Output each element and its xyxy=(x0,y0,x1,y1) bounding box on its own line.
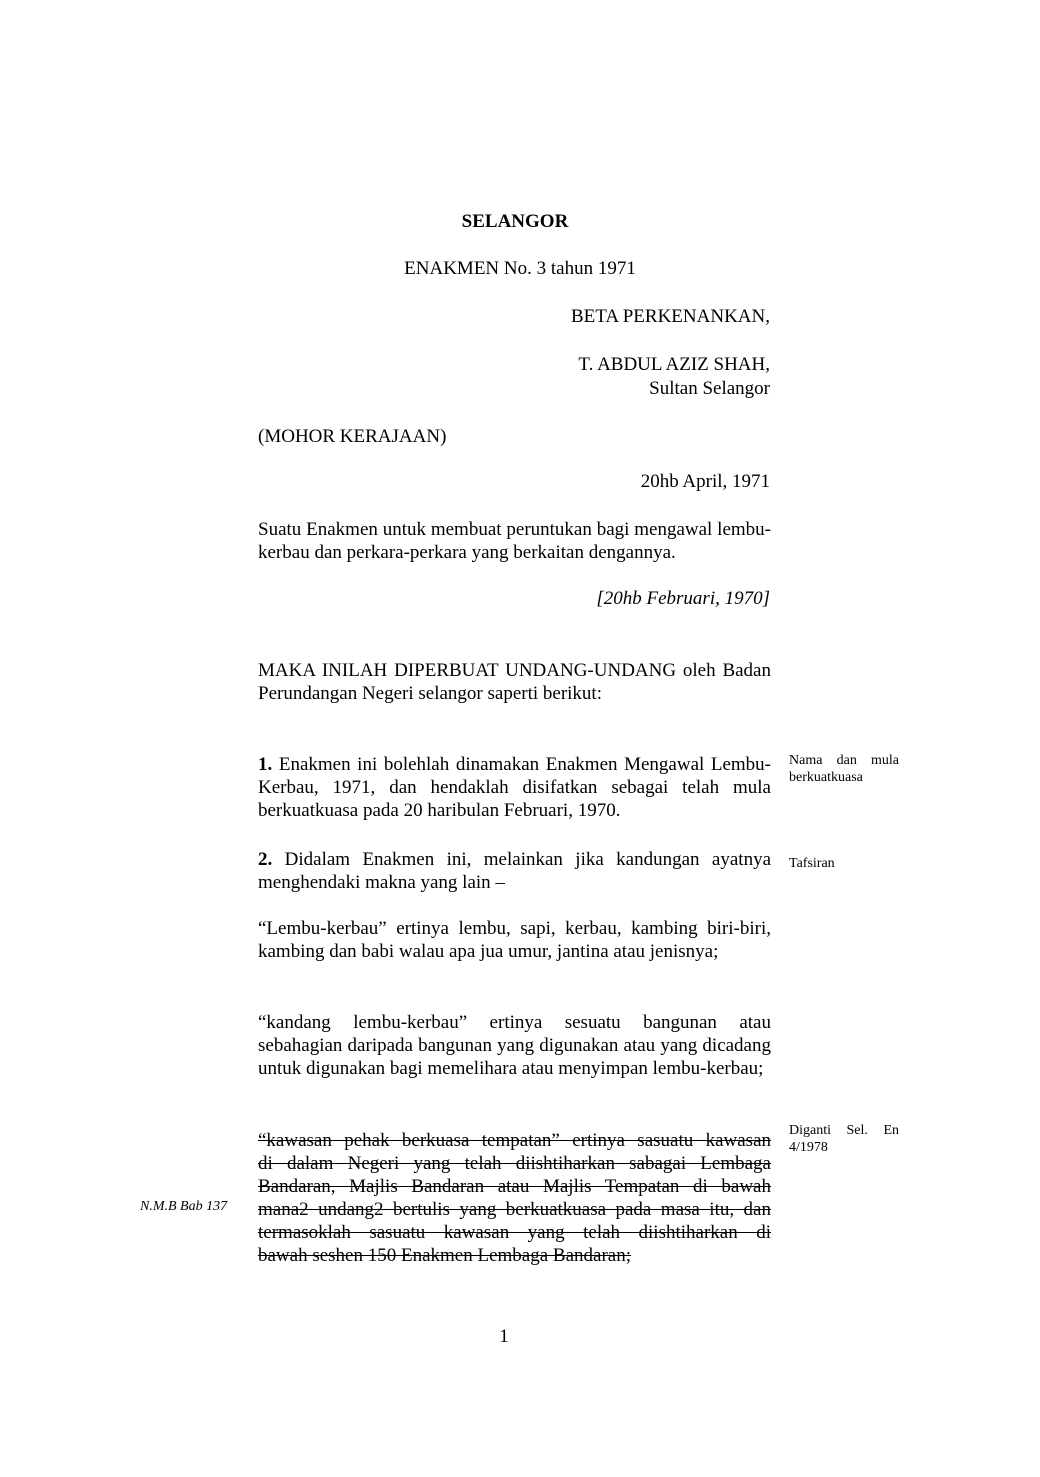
section-2 xyxy=(258,848,771,894)
deleted-line: mana2 undang2 bertulis yang berkuatkuasa pada masa itu, dan xyxy=(258,1199,771,1220)
margin-note-section-1: Nama dan mula berkuatkuasa xyxy=(789,753,899,785)
deleted-line: Bandaran, Majlis Bandaran atau Majlis Tempatan di bawah xyxy=(258,1176,771,1197)
assent-date: 20hb April, 1971 xyxy=(640,471,770,492)
margin-note-amendment: Diganti Sel. En 4/1978 xyxy=(789,1123,899,1155)
ruler-name: T. ABDUL AZIZ SHAH, xyxy=(578,354,770,375)
long-title: Suatu Enakmen untuk membuat peruntukan bagi mengawal lembu-kerbau dan perkara-perkara yang berkaitan dengannya. xyxy=(258,519,771,563)
commencement-date: [20hb Februari, 1970] xyxy=(596,588,770,609)
section-number: 2. xyxy=(258,849,273,870)
deleted-line: bawah seshen 150 Enakmen Lembaga Bandaran; xyxy=(258,1245,632,1266)
section-1 xyxy=(258,753,771,822)
section-text: Didalam Enakmen ini, melainkan jika kandungan ayatnya menghendaki makna yang lain – xyxy=(258,849,771,893)
assent-line: BETA PERKENANKAN, xyxy=(570,306,770,327)
section-number: 1. xyxy=(258,754,273,775)
royal-seal-label: (MOHOR KERAJAAN) xyxy=(258,426,447,447)
definition-kandang-lembu-kerbau: “kandang lembu-kerbau” ertinya sesuatu bangunan atau sebahagian daripada bangunan yang digunakan atau yang dicadang untuk digunakan bagi memelihara atau menyimpan lembu-kerbau; xyxy=(258,1012,771,1079)
deleted-line: di dalam Negeri yang telah diishtiharkan sabagai Lembaga xyxy=(258,1153,771,1174)
ruler-title: Sultan Selangor xyxy=(649,378,770,399)
deleted-line: termasoklah sasuatu kawasan yang telah diishtiharkan di xyxy=(258,1222,771,1243)
definition-lembu-kerbau: “Lembu-kerbau” ertinya lembu, sapi, kerbau, kambing biri-biri, kambing dan babi walau apa jua umur, jantina atau jenisnya; xyxy=(258,918,771,962)
deleted-line: “kawasan pehak berkuasa tempatan” ertinya sasuatu kawasan xyxy=(258,1130,771,1151)
section-text: Enakmen ini bolehlah dinamakan Enakmen Mengawal Lembu-Kerbau, 1971, dan hendaklah disifatkan sebagai telah mula berkuatkuasa pada 20 haribulan Februari, 1970. xyxy=(258,754,772,821)
state-title: SELANGOR xyxy=(461,211,569,232)
enacting-clause: MAKA INILAH DIPERBUAT UNDANG-UNDANG oleh Badan Perundangan Negeri selangor saperti berikut: xyxy=(258,660,771,704)
enactment-number: ENAKMEN No. 3 tahun 1971 xyxy=(404,258,636,279)
left-margin-reference: N.M.B Bab 137 xyxy=(140,1199,228,1214)
page-number: 1 xyxy=(499,1326,509,1347)
definition-kawasan-pehak-berkuasa-tempatan-deleted xyxy=(258,1129,771,1267)
margin-note-section-2: Tafsiran xyxy=(789,856,835,871)
